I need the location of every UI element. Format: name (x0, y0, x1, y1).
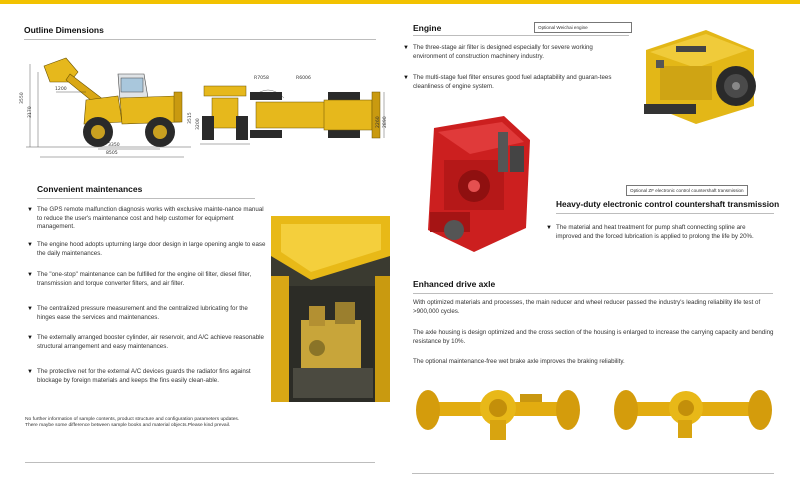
engine-title: Engine (413, 23, 442, 33)
weichai-engine-photo (636, 20, 764, 130)
dim-r6006: R6006 (296, 76, 311, 81)
dim-3200: 3200 (196, 118, 201, 130)
dim-2890: 2890 (383, 116, 388, 128)
dim-8505: 8505 (106, 151, 118, 156)
maintenance-bullet: ▼ The protective net for the external A/C devices guards the radiator fins against blockage by foreign materials and keeps the fins easily clean-able. (27, 368, 251, 384)
transmission-bullet: ▼ The material and heat treatment for pump shaft connecting spline are improved and the forced lubrication is applied to prolong the life by 20%. (546, 224, 754, 240)
axle-paragraph: With optimized materials and processes, the main reducer and wheel reducer passed the industry's leading reliability life test of >900,000 cycles. (413, 299, 761, 315)
footnote-line-1: No further information of sample contents, product structure and configuration parameters updates. (25, 417, 240, 422)
axle-title: Enhanced drive axle (413, 279, 496, 289)
outline-title-rule (24, 39, 376, 40)
zf-transmission-photo (414, 110, 544, 258)
footnote-line-2: There maybe some difference between sample books and material objects.Please kind prevail. (25, 423, 231, 428)
engine-option-tag: Optional Weichai engine (534, 22, 632, 33)
engine-bullet: ▼ The multi-stage fuel filter ensures good fuel adaptability and guaran-tees cleanliness of engine system. (403, 74, 612, 90)
transmission-title: Heavy-duty electronic control countershaft transmission (556, 199, 780, 209)
loader-front-view-drawing (200, 84, 250, 148)
engine-bay-photo (271, 216, 390, 402)
engine-title-rule (413, 35, 629, 36)
axle-paragraph: The axle housing is design optimized and the cross section of the housing is enlarged to increase the carrying capacity and bending resistance by 10%. (413, 329, 774, 345)
dim-3170: 3170 (28, 106, 33, 118)
dim-2260: 2260 (376, 116, 381, 128)
axle-paragraph: The optional maintenance-free wet brake axle improves the braking reliability. (413, 358, 625, 365)
transmission-title-rule (556, 213, 774, 214)
maintenance-title: Convenient maintenances (37, 184, 143, 194)
maintenance-bullet: ▼ The centralized pressure measurement and the centralized lubricating for the hinges ease the services and maintenances. (27, 305, 248, 321)
dim-3515: 3515 (188, 112, 193, 124)
maintenance-bullet: ▼ The externally arranged booster cylinder, air reservoir, and A/C achieve reasonable structural arrangement and easy maintenances. (27, 334, 264, 350)
engine-bullet: ▼ The three-stage air filter is designed especially for severe working environment of construction machinery industry. (403, 44, 593, 60)
maintenance-bullet: ▼ The GPS remote malfunction diagnosis works with exclusive mainte-nance manual to reduce the user's maintenance cost and help customer for equipment management. (27, 206, 264, 231)
outline-dimensions-title: Outline Dimensions (24, 25, 104, 35)
top-accent-bar (0, 0, 800, 4)
loader-top-view-drawing (248, 78, 388, 160)
dim-1200: 1200 (55, 87, 67, 92)
dim-3350: 3350 (108, 143, 120, 148)
transmission-option-tag: Optional ZF electronic control countershaft transmission (626, 185, 748, 196)
dim-r7058: R7058 (254, 76, 269, 81)
left-bottom-rule (25, 462, 375, 463)
dim-3550: 3550 (20, 92, 25, 104)
maintenance-bullet: ▼ The "one-stop" maintenance can be fulfilled for the engine oil filter, diesel filter, transmission and torque converter filters, and air filter. (27, 271, 252, 287)
maintenance-title-rule (37, 198, 255, 199)
axle-title-rule (413, 293, 773, 294)
drive-axle-photo-left (410, 374, 585, 448)
maintenance-bullet: ▼ The engine hood adopts upturning large door design in large opening angle to ease the daily maintenances. (27, 241, 266, 257)
right-bottom-rule (412, 473, 774, 474)
drive-axle-photo-right (608, 376, 778, 448)
